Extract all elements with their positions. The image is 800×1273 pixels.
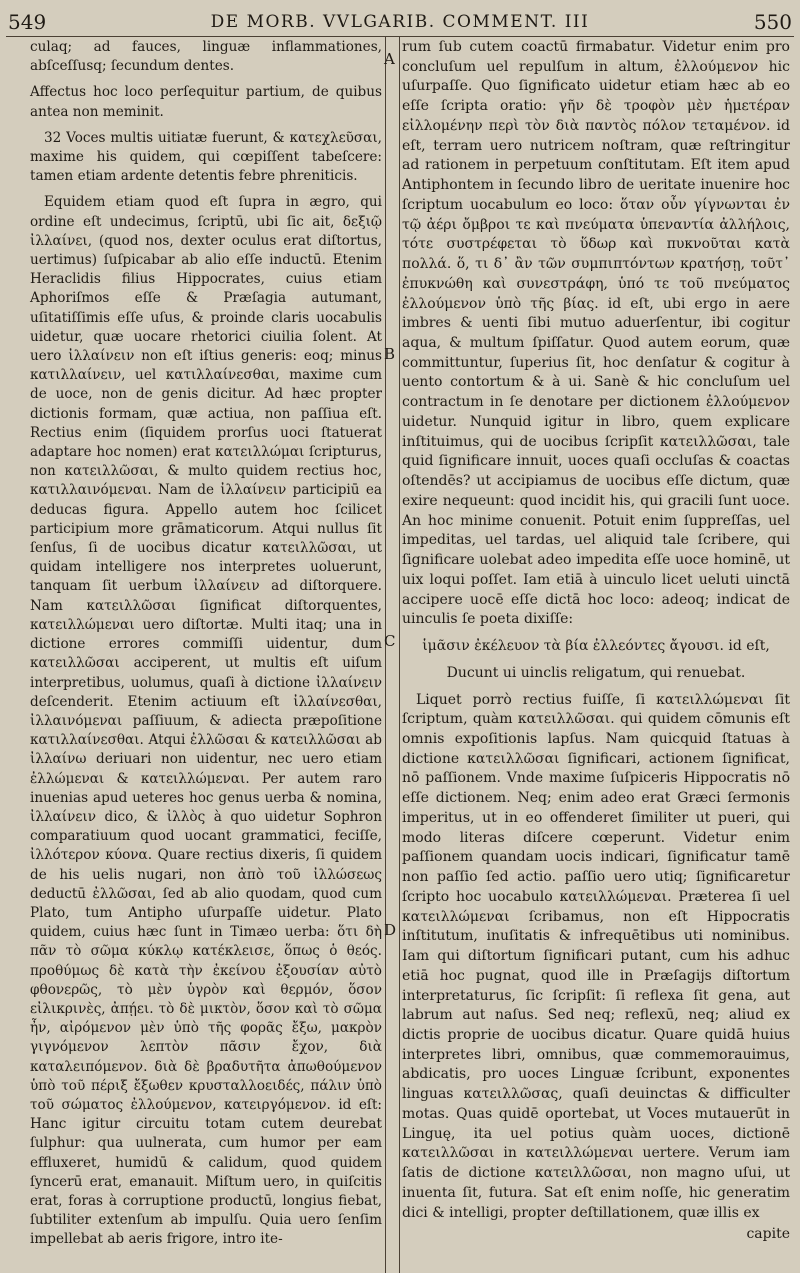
latin-verse: Ducunt ui uinclis religatum, qui renuebat. bbox=[446, 664, 746, 681]
margin-marker-d: D bbox=[384, 921, 397, 939]
section-32-heading: 32 Voces multis uitiatæ fuerunt, & κατεχλεῦσαι, maxime his quidem, qui cœpiſſent tabeſcere: tamen etiam ardente detentis febre phreniticis. bbox=[30, 129, 382, 185]
paragraph: culaq; ad fauces, linguæ inflammationes, abſceſſusq; ſecundum dentes. bbox=[30, 39, 382, 75]
paragraph: Affectus hoc loco perſequitur partium, de quibus antea non meminit. bbox=[30, 84, 382, 120]
left-column bbox=[30, 38, 382, 1250]
right-column bbox=[402, 38, 790, 1245]
margin-marker-b: B bbox=[384, 345, 396, 363]
page-header bbox=[0, 10, 800, 36]
greek-verse: ἱμᾶσιν ἐκέλευον τὰ βία ἐλλεόντες ἄγουσι. id eſt, bbox=[422, 638, 770, 655]
paragraph: rum ſub cutem coactū firmabatur. Videtur enim pro concluſum uel repulſum in altum, ἐλλούμενον hic uſurpaſſe. Quo ſignificato uidetur etiam hæc ab eo eſſe ſcripta oratio: γῆν δὲ τροφὸν μὲν ἡμετέραν εἰλλομένην περὶ τὸν διὰ παντὸς πόλον τεταμένον. id eſt, terram uero nutricem noſtram, quæ reſtringitur ad rationem in perpetuum conſtitutam. Eſt item apud Antiphontem in ſecundo libro de ueritate inuenire hoc ſcriptum uocabulum eo loco: ὅταν οὖν γίγνωνται ἐν τῷ ἀέρι ὄμβροι τε καὶ πνεύματα ὑπεναντία ἀλλήλοις, τότε συστρέφεται τὸ ὕδωρ καὶ πυκνοῦται κατὰ πολλά. ὅ, τι δ᾿ ἂν τῶν συμπιπτόντων κρατήσῃ, τοῦτ᾿ ἐπυκνώθη καὶ συνεστράφη, ὑπό τε τοῦ πνεύματος ἐλλούμενον ὑπὸ τῆς βίας. id eſt, ubi ergo in aere imbres & uenti ſibi mutuo aduerſentur, ibi cogitur aqua, & multum ſpiſſatur. Quod autem eorum, quæ committuntur, ſuperius ſit, hoc denſatur & cogitur à uento contortum & à ui. Sanè & hic concluſum uel contractum in ſe denotare per dictionem ἐλλούμενον uidetur. Nunquid igitur in libro, quem explicare inſtituimus, qui de uocibus ſcripſit κατειλλῶσαι, tale quid ſignificare innuit, uoces quaſi occluſas & coactas oſtendēs? ut accipiamus de uocibus eſſe dictum, quæ exire nequeunt: quod incidit his, qui gracili ſunt uoce. An hoc minime conuenit. Potuit enim ſuppreſſas, uel impeditas, uel tardas, uel aliquid tale ſcribere, qui ſignificare uolebat adeo impedita eſſe uoce hominē, ut uix loqui poſſet. Iam etiā à uinculo licet ueluti uinctā accipere uocē eſſe dictā hoc loco: adeoq; indicat de uinculis ſe poeta dixiſſe: bbox=[402, 39, 790, 628]
header-rule bbox=[6, 36, 794, 37]
running-title: DE MORB. VVLGARIB. COMMENT. III bbox=[210, 12, 590, 32]
catchword: capite bbox=[746, 1226, 790, 1243]
page-number-left: 549 bbox=[8, 10, 47, 34]
page-number-right: 550 bbox=[753, 10, 792, 34]
margin-marker-c: C bbox=[384, 632, 396, 650]
margin-marker-a: A bbox=[384, 50, 395, 68]
paragraph: Liquet porrò rectius fuiſſe, ſi κατειλλώμεναι ſit ſcriptum, quàm κατειλλῶσαι. qui quidem cōmunis eſt omnis expoſitionis lapſus. Nam quicquid ſtatuas à dictione κατειλλῶσαι ſignificari, actionem ſignificat, nō paſſionem. Vnde maxime ſuſpiceris Hippocratis nō eſſe dictionem. Neq; enim adeo erat Græci ſermonis imperitus, ut in eo offenderet ſimiliter ut pueri, qui modo literas diſcere cœperunt. Videtur enim paſſionem quandam uocis indicari, ſignificatur tamē non paſſio ſed actio. paſſio uero utiq; ſignificaretur ſcripto hoc uocabulo κατειλλώμεναι. Præterea ſi uel κατειλλώμεναι ſcribamus, non eſt Hippocratis inſtitutum, inuſitatis & infrequētibus uti nominibus. Iam qui diſtortum ſignificari putant, cum his adhuc etiā hoc pugnat, quod ille in Præſagijs diſtortum interpretaturus, ſic ſcripſit: ſi reflexa ſit gena, aut labrum aut naſus. Sed neq; reflexū, neq; aliud ex dictis proprie de uocibus dicatur. Quare quidā huius interpretes libri, omnibus, quæ commemorauimus, abdicatis, pro uoces Linguæ ſcribunt, exponentes linguas κατειλλῶσας, quaſi deuinctas & difficulter motas. Quas quidē oportebat, ut Voces mutauerūt in Linguę, ita uel potius quàm uoces, dictionē κατειλλῶσαι in κατειλλώμεναι uertere. Verum iam ſatis de dictione κατειλλῶσαι, non magno uſui, ut inuenta ſit, futura. Sat eſt enim noſſe, hic generatim dici & intelligi, propter deſtillationem, quæ illis ex bbox=[402, 691, 790, 1221]
column-rule-left bbox=[385, 36, 386, 1273]
paragraph: Equidem etiam quod eſt ſupra in ægro, qui ordine eſt undecimus, ſcriptū, ubi ſic ait, δεξιῷ ἰλλαίνει, (quod nos, dexter oculus erat diſtortus, uertimus) ſuſpicabar ab alio eſſe inductū. Etenim Heraclidis filius Hippocrates, cuius etiam Aphoriſmos eſſe & Præſagia autumant, uſitatiſſimis eſſe uſus, & proinde claris uocabulis uidetur, quæ uocare rhetorici ciuilia ſolent. At uero ἰλλαίνειν non eſt iſtius generis: eoq; minus κατιλλαίνειν, uel κατιλλαίνεσθαι, maxime cum de uoce, non de genis dicitur. Ad hæc propter dictionis formam, quæ actiua, non paſſiua eſt. Rectius enim (ſiquidem prorſus uoci ſtatuerat adaptare hoc nomen) erat κατειλλώμαι ſcripturus, non κατειλλῶσαι, & multo quidem rectius hoc, κατιλλαινόμεναι. Nam de ἰλλαίνειν participiū ea deducas figura. Appello autem hoc ſcilicet participium more grāmaticorum. Atqui nullus ſit ſenſus, ſi de uocibus dicatur κατειλλῶσαι, ut quidam intelligere nos interpretes uoluerunt, tanquam ſit uerbum ἰλλαίνειν ad diſtorquere. Nam κατειλλῶσαι ſignificat diſtorquentes, κατειλλώμεναι uero diſtortæ. Multi itaq; una in dictione errores commiſſi uidentur, dum κατειλλῶσαι acciperent, ut multis eſt uiſum interpretibus, uolumus, quaſi à dictione ἰλλαίνειν deſcenderit. Etenim actiuum eſt ἰλλαίνεσθαι, ἰλλαινόμεναι paſſiuum, & adiecta præpoſitione κατιλλαίνεσθαι. Atqui ἐλλῶσαι & κατειλλῶσαι ab ἰλλαίνω deriuari non uidentur, nec uero etiam ἐλλώμεναι & κατειλλώμεναι. Per autem raro inuenias apud ueteres hoc genus uerba & nomina, ἰλλαίνειν dico, & ἰλλὸς à quo uidetur Sophron comparatiuum quod uocant grammatici, feciſſe, ἰλλότερον κύονα. Quare rectius dixeris, ſi quidem de his uelis nugari, non ἀπὸ τοῦ ἰλλώσεως deductū ἐλλῶσαι, ſed ab alio quodam, quod cum Plato, tum Antipho uſurpaſſe uidetur. Plato quidem, cuius hæc ſunt in Timæo uerba: ὅτι δὴ πᾶν τὸ σῶμα κύκλῳ κατέκλεισε, ὅπως ὁ θεός. προθύμως δὲ κατὰ τὴν ἐκείνου ἐξουσίαν αὐτὸ φθονερῶς, τὸ μὲν ὑγρὸν καὶ θερμόν, ὅσον εἰλικρινὲς, ἀπῄει. τὸ δὲ μικτὸν, ὅσον καὶ τὸ σῶμα ἦν, αἰρόμενον μὲν ὑπὸ τῆς φορᾶς ἔξω, μακρὸν γιγνόμενον λεπτὸν πᾶσιν ἔχον, διὰ καταλειπόμενον. διὰ δὲ βραδυτῆτα ἀπωθούμενον ὑπὸ τοῦ πέριξ ἔξωθεν κρυσταλλοειδές, πάλιν ὑπὸ τοῦ σώματος ἐλλούμενον, κατειργόμενον. id eſt: Hanc igitur circuitu totam cutem deurebat ſulphur: qua uulnerata, cum humor per eam effluxeret, humidū & calidum, quod quidem ſyncerū erat, emanauit. Miſtum uero, in quiſcitis erat, foras à corruptione productū, longius fiebat, ſubtiliter extenſum ab impulſu. Quia uero ſenſim impellebat ab aeris frigore, intro ite- bbox=[30, 194, 382, 1248]
column-rule-right bbox=[399, 36, 400, 1273]
